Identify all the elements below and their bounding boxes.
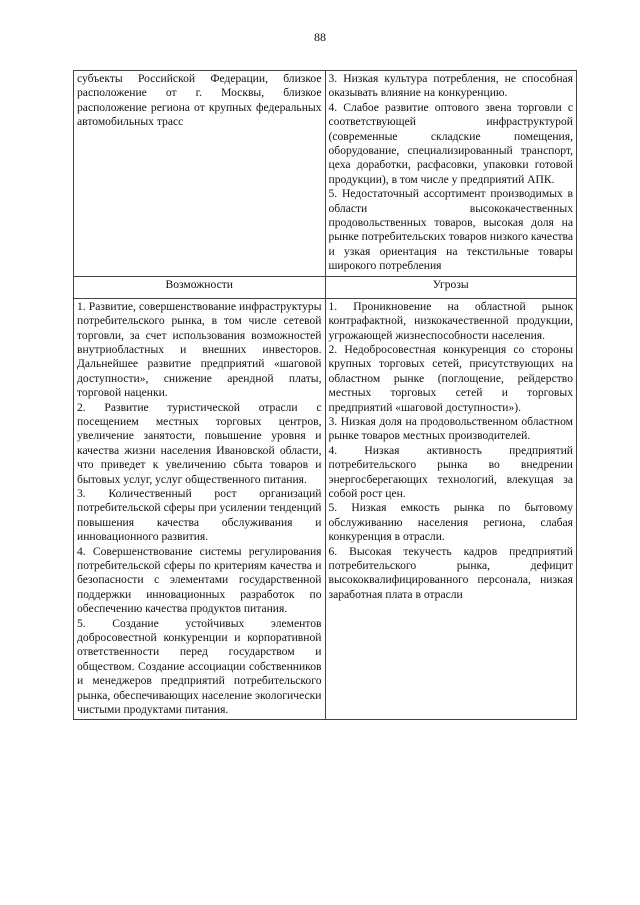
threat-item: 2. Недобросовестная конкуренция со стороны крупных торговых сетей, присутствующих на областном рынке (поглощение, рейдерство местных торговых сетей и торговых предприятий «шаговой доступности»). xyxy=(328,342,573,414)
opportunity-item: 1. Развитие, совершенствование инфраструктуры потребительского рынка, в том числе сетевой торговли, за счет использования возможностей внутриобластных и внешних инвесторов. Дальнейшее развитие предприятий «шаговой доступности», снижение арендной платы, торговой наценки. xyxy=(77,299,322,400)
weakness-item: 3. Низкая культура потребления, не способная оказывать влияние на конкуренцию. xyxy=(328,72,573,100)
threat-item: 6. Высокая текучесть кадров предприятий потребительского рынка, дефицит высококвалифицированного персонала, низкая заработная плата в отрасли xyxy=(328,544,573,601)
threat-item: 5. Низкая емкость рынка по бытовому обслуживанию населения региона, слабая конкуренция в отрасли. xyxy=(328,501,573,544)
swot-top-row xyxy=(74,71,577,277)
swot-body-row xyxy=(74,298,577,720)
threats-cell xyxy=(325,298,577,720)
page-number: 88 xyxy=(314,30,326,44)
threat-item: 1. Проникновение на областной рынок контрафактной, низкокачественной продукции, угрожающей жизнеспособности населения. xyxy=(328,299,573,342)
swot-table xyxy=(73,70,577,720)
opportunity-item: 3. Количественный рост организаций потребительской сферы при усилении тенденций повышения качества обслуживания и инновационного развития. xyxy=(77,486,322,544)
left-continuation-text: субъекты Российской Федерации, близкое расположение от г. Москвы, близкое расположение региона от крупных федеральных автомобильных трасс xyxy=(77,72,322,129)
threat-item: 3. Низкая доля на продовольственном областном рынке товаров местных производителей. xyxy=(328,414,573,443)
opportunity-item: 5. Создание устойчивых элементов добросовестной конкуренции и корпоративной ответственности перед государством и обществом. Создание ассоциации собственников и менеджеров предприятий потребительского рынка, обеспечивающих население экологически чистыми продуктами питания. xyxy=(77,616,322,717)
weaknesses-right-cell xyxy=(325,71,577,277)
weakness-item: 5. Недостаточный ассортимент производимых в области высококачественных продовольственных товаров, высокая доля на рынке потребительских товаров низкого качества и узкая ориентация на текстильные товары широкого потребления xyxy=(328,187,573,273)
threat-item: 4. Низкая активность предприятий потребительского рынка во внедрении энергосберегающих технологий, влекущая за собой рост цен. xyxy=(328,443,573,500)
opportunity-item: 4. Совершенствование системы регулирования потребительской сферы по критериям качества и безопасности с элементами государственной поддержки инновационных разработок по обеспечению качества продуктов питания. xyxy=(77,544,322,616)
opportunities-header: Возможности xyxy=(74,276,326,298)
threats-header: Угрозы xyxy=(325,276,577,298)
weaknesses-continued-left-cell xyxy=(74,71,326,277)
opportunities-cell xyxy=(74,298,326,720)
opportunity-item: 2. Развитие туристической отрасли с посещением местных торговых центров, увеличение занятости, повышение уровня и качества жизни населения Ивановской области, что приведет к увеличению сбыта товаров и бытовых услуг, услуг общественного питания. xyxy=(77,400,322,486)
swot-header-row xyxy=(74,276,577,298)
weakness-item: 4. Слабое развитие оптового звена торговли с соответствующей инфраструктурой (современные складские помещения, оборудование, специализированный транспорт, цеха доработки, расфасовки, упаковки готовой продукции), в том числе у предприятий АПК. xyxy=(328,100,573,186)
